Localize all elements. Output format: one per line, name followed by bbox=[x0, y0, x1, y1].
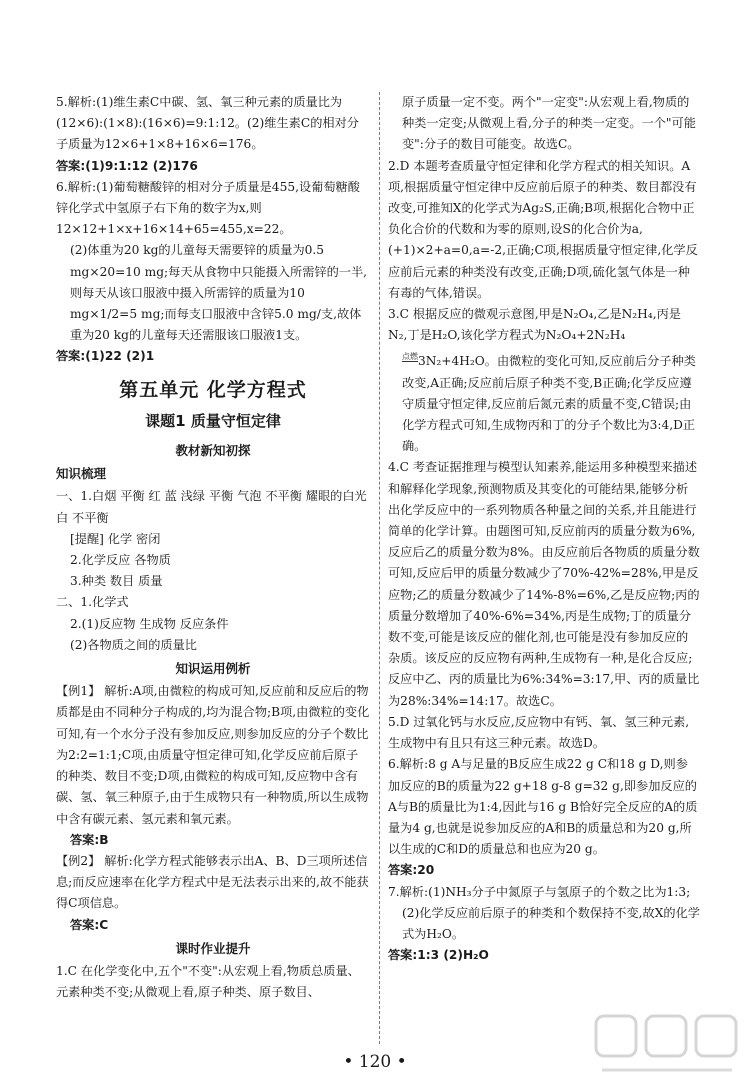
homework-4-text: 4.C 考查证据推理与模型认知素养,能运用多种模型来描述和解释化学现象,预测物质及其变化的可能结果,能够分析出化学反应中的一系列物质各种量之间的关系,并且能进行简单的化学计算。由题图可知,反应前丙的质量分数为6%,反应后乙的质量分数为8%。由反应前后各物质的质量分数可知,反应后甲的质量分数减少了70%-42%=28%,甲是反应物;乙的质量分数减少了14%-8%=6%,乙是反应物;丙的质量分数增加了40%-6%=34%,丙是生成物;丁的质量分数不变,可能是该反应的催化剂,也可能是没有参加反应的杂质。该反应的反应物有两种,生成物有一种,是化合反应;反应中乙、丙的质量比为6%:34%=3:17,甲、丙的质量比为28%:34%=14:17。故选C。 bbox=[388, 460, 700, 708]
q5-text: 5.解析:(1)维生素C中碳、氢、氧三种元素的质量比为(12×6):(1×8):(16×6)=9:1:12。(2)维生素C的相对分子质量为12×6+1×8+16×6=176。 bbox=[56, 95, 359, 152]
homework-5-text: 5.D 过氧化钙与水反应,反应物中有钙、氧、氢三种元素,生成物中有且只有这三种元素。故选D。 bbox=[388, 714, 690, 751]
knowledge-line: 二、1.化学式 bbox=[56, 595, 129, 610]
homework-3-equation bbox=[388, 346, 700, 457]
subsection-knowledge-summary: 知识梳理 bbox=[56, 466, 107, 482]
homework-7-answer: 答案:1:3 (2)H₂O bbox=[388, 948, 489, 963]
homework-3-text: 3.C 根据反应的微观示意图,甲是N₂O₄,乙是N₂H₄,丙是N₂,丁是H₂O,该化学方程式为N₂O₄+2N₂H₄ bbox=[388, 307, 681, 343]
q6-text-2: (2)体重为20 kg的儿童每天需要锌的质量为0.5 mg×20=10 mg;每天从食物中只能摄入所需锌的一半, bbox=[70, 243, 368, 279]
knowledge-line: (2)各物质之间的质量比 bbox=[70, 637, 197, 652]
knowledge-line: [提醒] 化学 密闭 bbox=[70, 531, 161, 546]
right-column bbox=[388, 92, 700, 966]
q6-text-3: 则每天从该口服液中摄入所需锌的质量为10 mg×1/2=5 mg;而每支口服液中含锌5.0 mg/支,故体重为20 kg的儿童每天还需服该口服液1支。 bbox=[70, 285, 362, 343]
lesson-title: 课题1 质量守恒定律 bbox=[145, 411, 281, 430]
homework-1-continued: 原子质量一定不变。两个"一定变":从宏观上看,物质的种类一定变;从微观上看,分子的种类一定变。一个"可能变":分子的数目可能变。故选C。 bbox=[402, 95, 696, 152]
homework-6-answer: 答案:20 bbox=[388, 863, 435, 878]
knowledge-line: 2.化学反应 各物质 bbox=[70, 553, 171, 568]
example-2-text: 【例2】 解析:化学方程式能够表示出A、B、D三项所述信息;而反应速率在化学方程式中是无法表示出来的,故不能获得C项信息。 bbox=[56, 853, 369, 911]
example-1-answer: 答案:B bbox=[70, 832, 109, 847]
knowledge-line: 3.种类 数目 质量 bbox=[70, 574, 163, 589]
section-application-examples: 知识运用例析 bbox=[175, 661, 251, 677]
section-homework: 课时作业提升 bbox=[175, 940, 251, 956]
column-divider bbox=[379, 92, 380, 1044]
homework-3-text-b: 3N₂+4H₂O。由微粒的变化可知,反应前后分子种类改变,A正确;反应前后原子种类不变,B正确;化学反应遵守质量守恒定律,反应前后氮元素的质量不变,C错误;由化学方程式可知,生成物丙和丁的分子个数比为3:4,D正确。 bbox=[402, 354, 696, 454]
page-number: • 120 • bbox=[343, 1052, 407, 1072]
homework-2-text: 2.D 本题考查质量守恒定律和化学方程式的相关知识。A项,根据质量守恒定律中反应前后原子的种类、数目都没有改变,可推知X的化学式为Ag₂S,正确;B项,根据化合物中正负化合价的代数和为零的原则,设S的化合价为a,(+1)×2+a=0,a=-2,正确;C项,根据质量守恒定律,化学反应前后元素的种类没有改变,正确;D项,硫化氢气体是一种有毒的气体,错误。 bbox=[388, 158, 698, 300]
example-1-text: 【例1】 解析:A项,由微粒的构成可知,反应前和反应后的物质都是由不同种分子构成的,均为混合物;B项,由微粒的变化可知,有一个水分子没有参加反应,则参加反应的分子个数比为2:2=1:1;C项,由质量守恒定律可知,化学反应前后原子的种类、数目不变;D项,由微粒的构成可知,反应物中含有碳、氢、氧三种原子,由于生成物只有一种物质,所以生成物中含有碳元素、氢元素和氧元素。 bbox=[56, 684, 370, 826]
homework-1-text: 1.C 在化学变化中,五个"不变":从宏观上看,物质总质量、元素种类不变;从微观上看,原子种类、原子数目、 bbox=[56, 963, 360, 1000]
left-column bbox=[56, 92, 370, 1003]
q5-answer: 答案:(1)9:1:12 (2)176 bbox=[56, 158, 198, 173]
watermark-logo-icon bbox=[592, 1010, 742, 1080]
knowledge-line: 一、1.白烟 平衡 红 蓝 浅绿 平衡 气泡 不平衡 耀眼的白光 白 不平衡 bbox=[56, 489, 367, 525]
homework-6-text: 6.解析:8 g A与足量的B反应生成22 g C和18 g D,则参加反应的B的质量为22 g+18 g-8 g=32 g,即参加反应的A与B的质量比为1:4,因此与16 g B恰好完全反应的A的质量为4 g,也就是说参加反应的A和B的质量总和为20 g,所以生成的C和D的质量总和也应为20 g。 bbox=[388, 757, 698, 857]
reaction-condition: 点燃 bbox=[402, 352, 418, 362]
q6-answer: 答案:(1)22 (2)1 bbox=[56, 349, 155, 364]
homework-7-text-a: 7.解析:(1)NH₃分子中氮原子与氢原子的个数之比为1:3; bbox=[388, 884, 691, 899]
q6-text-1: 6.解析:(1)葡萄糖酸锌的相对分子质量是455,设葡萄糖酸锌化学式中氢原子右下角的数字为x,则12×12+1×x+16×14+65=455,x=22。 bbox=[56, 179, 360, 237]
example-2-answer: 答案:C bbox=[70, 917, 109, 932]
section-new-knowledge: 教材新知初探 bbox=[175, 443, 251, 459]
homework-7-text-b: (2)化学反应前后原子的种类和个数保持不变,故X的化学式为H₂O。 bbox=[402, 905, 700, 941]
unit-title: 第五单元 化学方程式 bbox=[119, 378, 307, 401]
knowledge-line: 2.(1)反应物 生成物 反应条件 bbox=[70, 616, 229, 631]
